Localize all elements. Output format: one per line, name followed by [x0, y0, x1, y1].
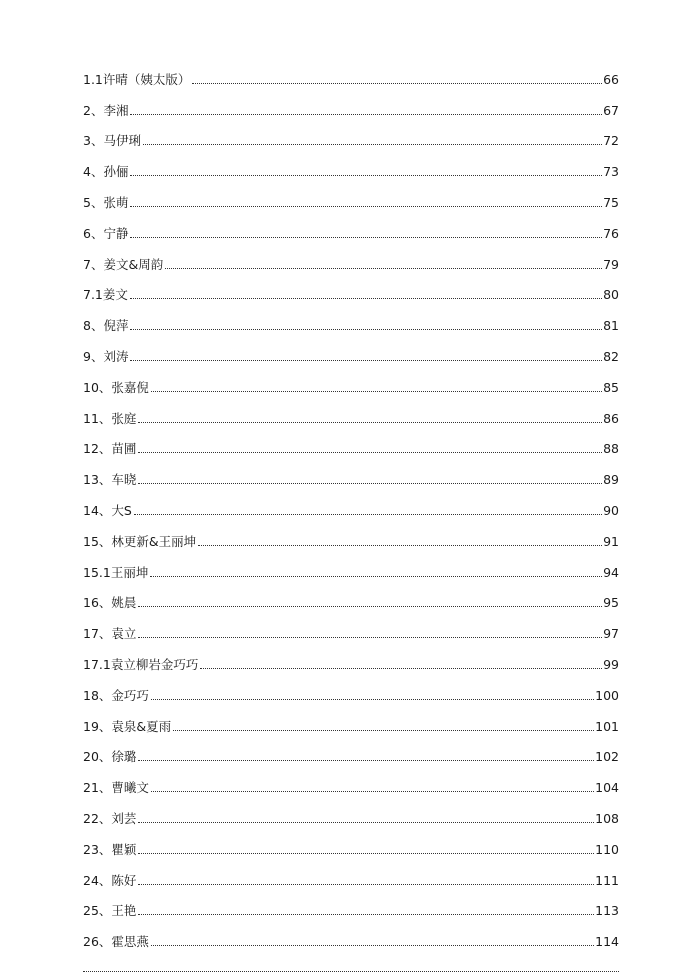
- dot-leader: [151, 790, 594, 792]
- toc-entry-page: 67: [603, 102, 619, 118]
- toc-entry-page: 101: [595, 718, 619, 734]
- toc-entry-title: 10、张嘉倪: [83, 379, 149, 395]
- dot-leader: [138, 883, 594, 885]
- toc-entry[interactable]: [83, 610, 619, 641]
- table-of-contents: [83, 56, 619, 949]
- toc-entry-title: 15.1王丽坤: [83, 564, 149, 580]
- cut-off-toc-line: [83, 970, 619, 975]
- toc-entry-title: 22、刘芸: [83, 810, 137, 826]
- toc-entry-title: 24、陈好: [83, 872, 137, 888]
- dot-leader: [134, 513, 602, 515]
- toc-entry-page: 81: [603, 318, 619, 334]
- toc-entry-page: 88: [603, 441, 619, 457]
- toc-entry-title: 3、马伊琍: [83, 133, 141, 149]
- toc-entry-page: 72: [603, 133, 619, 149]
- toc-entry-page: 80: [603, 287, 619, 303]
- toc-entry[interactable]: [83, 518, 619, 549]
- dot-leader: [138, 636, 602, 638]
- toc-entry-page: 108: [595, 810, 619, 826]
- toc-entry-title: 14、大S: [83, 502, 132, 518]
- toc-entry-title: 15、林更新&王丽坤: [83, 533, 197, 549]
- dot-leader: [151, 698, 594, 700]
- toc-entry[interactable]: [83, 210, 619, 241]
- dot-leader: [173, 729, 594, 731]
- dot-leader: [138, 913, 594, 915]
- dot-leader: [151, 944, 594, 946]
- toc-entry-page: 76: [603, 225, 619, 241]
- toc-entry[interactable]: [83, 888, 619, 919]
- toc-entry[interactable]: [83, 241, 619, 272]
- dot-leader: [200, 667, 602, 669]
- toc-entry-page: 97: [603, 626, 619, 642]
- dot-leader: [150, 575, 602, 577]
- dot-leader: [138, 605, 602, 607]
- toc-entry-page: 75: [603, 194, 619, 210]
- toc-entry-title: 16、姚晨: [83, 595, 137, 611]
- cut-off-toc-entry: [83, 955, 619, 977]
- toc-entry-title: 12、苗圃: [83, 441, 137, 457]
- toc-entry-title: 17.1袁立柳岩金巧巧: [83, 656, 199, 672]
- toc-entry-page: 91: [603, 533, 619, 549]
- toc-entry[interactable]: [83, 272, 619, 303]
- toc-entry[interactable]: [83, 364, 619, 395]
- dot-leader: [198, 544, 602, 546]
- toc-entry[interactable]: [83, 87, 619, 118]
- toc-entry-page: 113: [595, 903, 619, 919]
- toc-entry-page: 90: [603, 502, 619, 518]
- toc-entry[interactable]: [83, 456, 619, 487]
- toc-entry-page: 73: [603, 164, 619, 180]
- dot-leader: [138, 482, 602, 484]
- toc-entry-title: 20、徐璐: [83, 749, 137, 765]
- toc-entry-title: 17、袁立: [83, 626, 137, 642]
- toc-entry[interactable]: [83, 395, 619, 426]
- dot-leader: [130, 359, 602, 361]
- toc-entry[interactable]: [83, 641, 619, 672]
- toc-entry[interactable]: [83, 426, 619, 457]
- toc-entry[interactable]: [83, 302, 619, 333]
- dot-leader: [130, 328, 602, 330]
- toc-entry[interactable]: [83, 549, 619, 580]
- toc-entry[interactable]: [83, 487, 619, 518]
- toc-entry-title: 23、瞿颖: [83, 841, 137, 857]
- dot-leader: [138, 421, 602, 423]
- toc-entry-title: 9、刘涛: [83, 348, 129, 364]
- dot-leader: [138, 821, 594, 823]
- dot-leader: [192, 82, 602, 84]
- toc-entry-title: 26、霍思燕: [83, 934, 149, 950]
- toc-entry[interactable]: [83, 179, 619, 210]
- dot-leader: [130, 174, 602, 176]
- toc-entry[interactable]: [83, 795, 619, 826]
- toc-entry[interactable]: [83, 118, 619, 149]
- toc-entry-title: 7、姜文&周韵: [83, 256, 164, 272]
- toc-entry-page: 89: [603, 472, 619, 488]
- dot-leader: [130, 297, 602, 299]
- toc-entry-page: 111: [595, 872, 619, 888]
- toc-entry-title: 1.1许晴（姨太版）: [83, 71, 191, 87]
- toc-entry-page: 102: [595, 749, 619, 765]
- toc-entry[interactable]: [83, 148, 619, 179]
- dot-leader: [130, 236, 602, 238]
- dot-leader: [143, 143, 602, 145]
- dot-leader: [83, 970, 619, 972]
- toc-entry[interactable]: [83, 764, 619, 795]
- toc-entry[interactable]: [83, 734, 619, 765]
- toc-entry-page: 95: [603, 595, 619, 611]
- toc-entry-title: 4、孙俪: [83, 164, 129, 180]
- toc-entry[interactable]: [83, 918, 619, 949]
- dot-leader: [151, 390, 602, 392]
- dot-leader: [138, 451, 602, 453]
- toc-entry[interactable]: [83, 826, 619, 857]
- toc-entry-page: 94: [603, 564, 619, 580]
- toc-entry[interactable]: [83, 580, 619, 611]
- toc-entry-page: 85: [603, 379, 619, 395]
- toc-entry-title: 21、曹曦文: [83, 780, 149, 796]
- toc-entry-title: 18、金巧巧: [83, 687, 149, 703]
- toc-entry-title: 19、袁泉&夏雨: [83, 718, 172, 734]
- toc-entry-page: 104: [595, 780, 619, 796]
- dot-leader: [165, 267, 602, 269]
- dot-leader: [130, 205, 602, 207]
- toc-entry-title: 8、倪萍: [83, 318, 129, 334]
- toc-entry-page: 99: [603, 656, 619, 672]
- toc-entry[interactable]: [83, 333, 619, 364]
- toc-entry[interactable]: [83, 857, 619, 888]
- toc-entry-title: 13、车晓: [83, 472, 137, 488]
- dot-leader: [130, 113, 602, 115]
- toc-entry-title: 6、宁静: [83, 225, 129, 241]
- toc-entry-page: 100: [595, 687, 619, 703]
- toc-entry-title: 2、李湘: [83, 102, 129, 118]
- toc-entry-title: 11、张庭: [83, 410, 137, 426]
- toc-entry-page: 82: [603, 348, 619, 364]
- toc-entry-title: 25、王艳: [83, 903, 137, 919]
- toc-entry-page: 79: [603, 256, 619, 272]
- toc-entry-page: 114: [595, 934, 619, 950]
- toc-entry[interactable]: [83, 672, 619, 703]
- toc-entry-title: 5、张萌: [83, 194, 129, 210]
- toc-entry-page: 66: [603, 71, 619, 87]
- toc-entry[interactable]: [83, 56, 619, 87]
- dot-leader: [138, 759, 594, 761]
- toc-entry-page: 110: [595, 841, 619, 857]
- toc-entry[interactable]: [83, 703, 619, 734]
- toc-entry-page: 86: [603, 410, 619, 426]
- dot-leader: [138, 852, 594, 854]
- toc-entry-title: 7.1姜文: [83, 287, 128, 303]
